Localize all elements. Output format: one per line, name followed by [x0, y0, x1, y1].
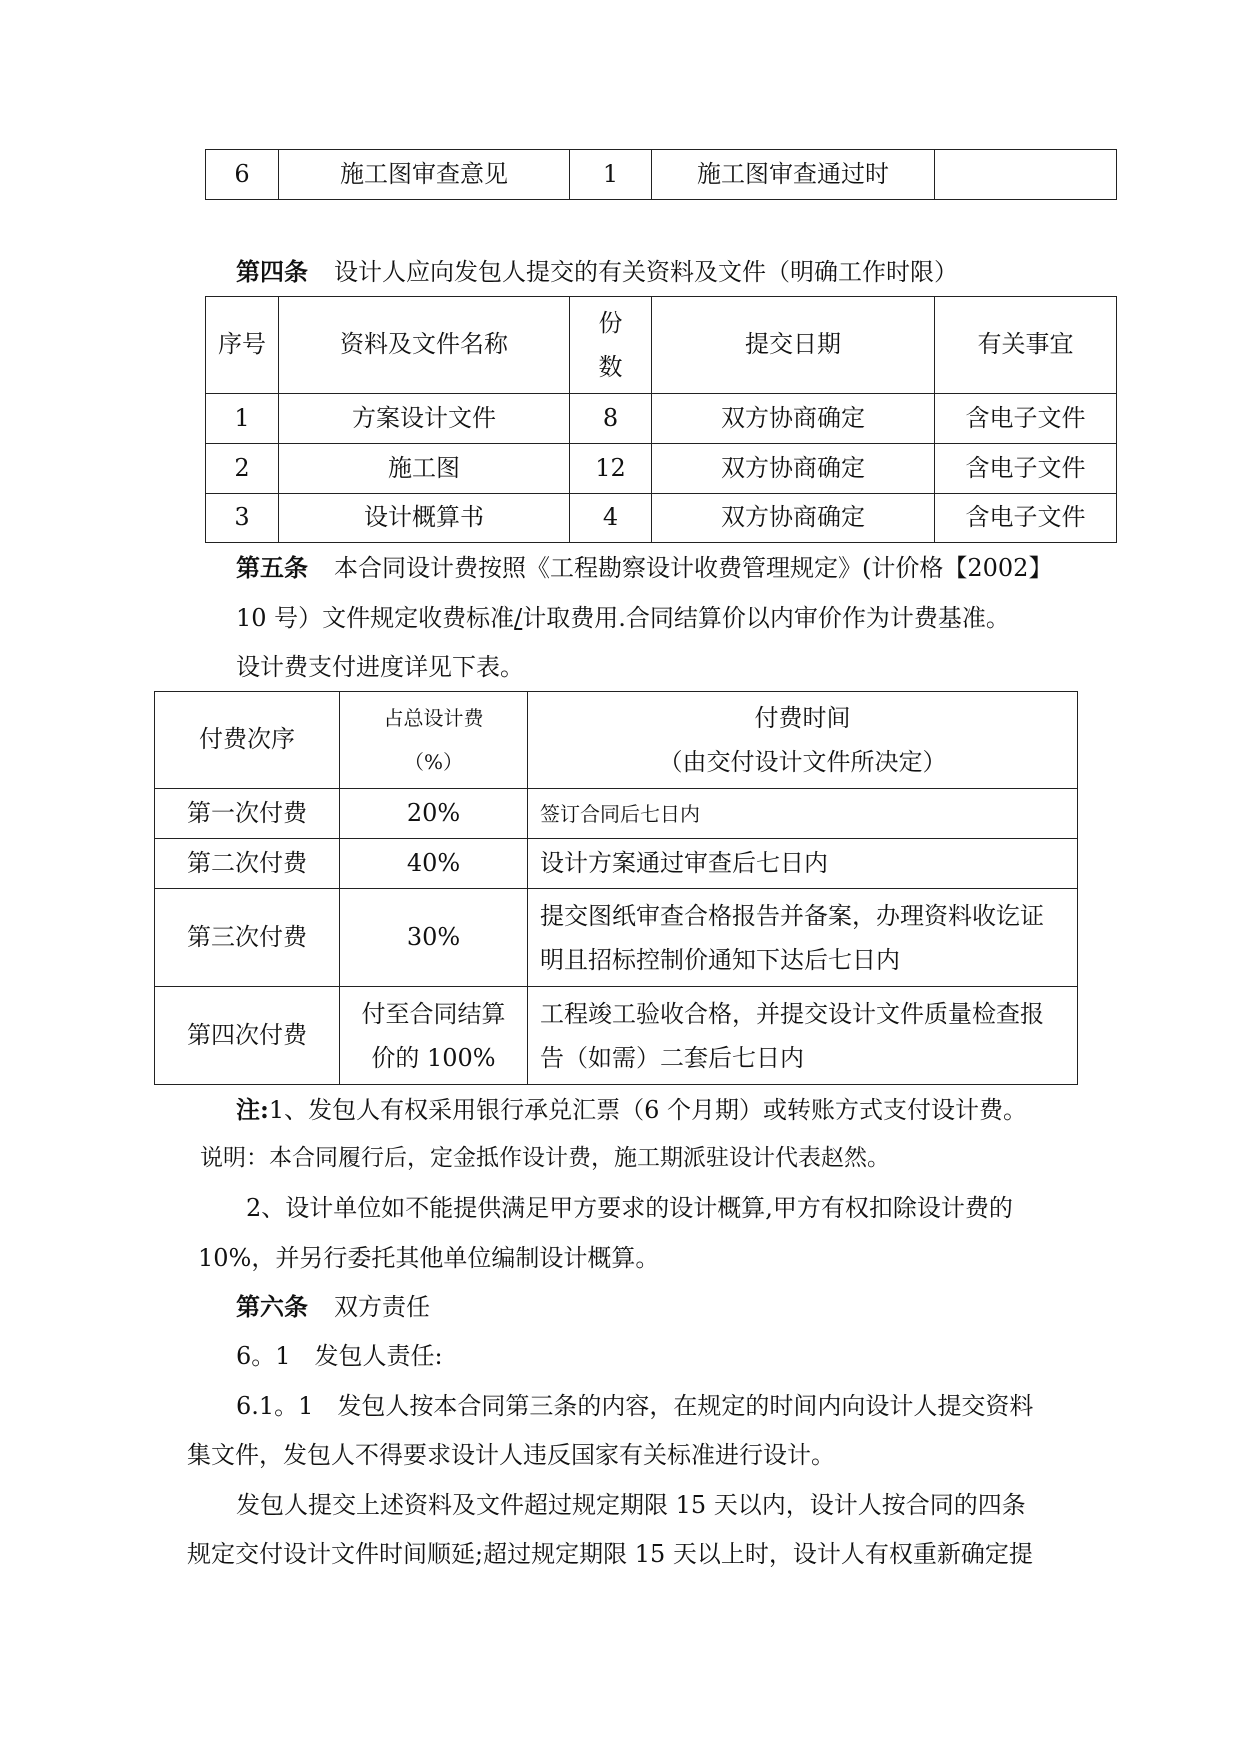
- cell-percent-line2: 价的 100%: [371, 1043, 496, 1072]
- article-5-line2-a: 10 号）文件规定收费标准: [236, 604, 515, 632]
- table-row: [206, 394, 1117, 444]
- section-6-1: 6。1 发包人责任:: [236, 1342, 443, 1370]
- cell-copies: 12: [570, 444, 652, 494]
- header-time-line1: 付费时间: [754, 704, 851, 732]
- article-5-line3: 设计费支付进度详见下表。: [236, 653, 524, 681]
- table-header-row: [206, 297, 1117, 394]
- table-row: [155, 889, 1078, 987]
- cell-seq: 6: [206, 150, 279, 200]
- paragraph-line1: 发包人提交上述资料及文件超过规定期限 15 天以内，设计人按合同的四条: [236, 1491, 1026, 1519]
- cell-time-line2: 告（如需）二套后七日内: [540, 1043, 804, 1072]
- header-matters: 有关事宜: [935, 297, 1117, 394]
- cell-seq: 2: [206, 444, 279, 494]
- header-time-line2: （由交付设计文件所决定）: [658, 748, 947, 776]
- header-time: [528, 692, 1078, 789]
- cell-name: 施工图审查意见: [279, 150, 570, 200]
- cell-matters: 含电子文件: [935, 394, 1117, 444]
- header-percent-line1: 占总设计费: [383, 706, 484, 730]
- cell-name: 方案设计文件: [279, 394, 570, 444]
- cell-order: 第一次付费: [155, 789, 340, 839]
- note-explanation: 说明：本合同履行后，定金抵作设计费，施工期派驻设计代表赵然。: [200, 1145, 890, 1171]
- section-6-1-1-line1: 6.1。1 发包人按本合同第三条的内容，在规定的时间内向设计人提交资料: [236, 1392, 1034, 1420]
- article-4-text: 设计人应向发包人提交的有关资料及文件（明确工作时限）: [334, 258, 958, 286]
- cell-date: 双方协商确定: [652, 444, 935, 494]
- cell-percent: [340, 987, 528, 1085]
- header-copies-line2: 数: [598, 353, 623, 381]
- cell-order: 第四次付费: [155, 987, 340, 1085]
- cell-percent: 30%: [340, 889, 528, 987]
- cell-name: 设计概算书: [279, 494, 570, 543]
- note-label: 注:: [236, 1095, 269, 1124]
- article-5-line1: [236, 554, 1052, 583]
- header-copies: [570, 297, 652, 394]
- header-percent: [340, 692, 528, 789]
- header-date: 提交日期: [652, 297, 935, 394]
- cell-seq: 3: [206, 494, 279, 543]
- cell-time: 设计方案通过审查后七日内: [528, 839, 1078, 889]
- cell-time-line2: 明且招标控制价通知下达后七日内: [540, 945, 900, 974]
- header-percent-line2: （%）: [403, 750, 463, 774]
- article-5-text: 本合同设计费按照《工程勘察设计收费管理规定》(计价格【2002】: [334, 554, 1053, 582]
- cell-matters: 含电子文件: [935, 444, 1117, 494]
- cell-date: 双方协商确定: [652, 394, 935, 444]
- cell-seq: 1: [206, 394, 279, 444]
- table-payment-schedule: [154, 691, 1078, 1085]
- table-row: [155, 839, 1078, 889]
- cell-time-line1: 提交图纸审查合格报告并备案，办理资料收讫证: [540, 901, 1044, 930]
- cell-time: [528, 987, 1078, 1085]
- table-row: [206, 150, 1117, 200]
- table-submitted-documents: [205, 296, 1117, 543]
- cell-copies: 8: [570, 394, 652, 444]
- cell-order: 第二次付费: [155, 839, 340, 889]
- table-row: [155, 987, 1078, 1085]
- cell-date: 双方协商确定: [652, 494, 935, 543]
- header-seq: 序号: [206, 297, 279, 394]
- table-row: [155, 789, 1078, 839]
- article-5-line2: [236, 604, 1010, 633]
- header-order: 付费次序: [155, 692, 340, 789]
- cell-time: 签订合同后七日内: [528, 789, 1078, 839]
- article-6-heading: [236, 1293, 430, 1322]
- article-6-text: 双方责任: [334, 1293, 430, 1321]
- table-continuation: [205, 149, 1117, 200]
- cell-percent: 40%: [340, 839, 528, 889]
- article-6-title: 第六条: [236, 1292, 308, 1321]
- note-text-1: 1、发包人有权采用银行承兑汇票（6 个月期）或转账方式支付设计费。: [268, 1096, 1028, 1124]
- cell-date: 施工图审查通过时: [652, 150, 935, 200]
- cell-percent-line1: 付至合同结算: [361, 999, 506, 1028]
- cell-order: 第三次付费: [155, 889, 340, 987]
- cell-copies: 1: [570, 150, 652, 200]
- note-line2: 2、设计单位如不能提供满足甲方要求的设计概算,甲方有权扣除设计费的: [246, 1194, 1013, 1222]
- article-4-title: 第四条: [236, 257, 308, 286]
- header-name: 资料及文件名称: [279, 297, 570, 394]
- table-header-row: [155, 692, 1078, 789]
- table-row: [206, 444, 1117, 494]
- table-row: [206, 494, 1117, 543]
- cell-matters: 含电子文件: [935, 494, 1117, 543]
- note-line1: [236, 1096, 1027, 1125]
- section-6-1-1-line2: 集文件，发包人不得要求设计人违反国家有关标准进行设计。: [187, 1441, 835, 1469]
- article-5-line2-b: /: [514, 604, 523, 632]
- cell-copies: 4: [570, 494, 652, 543]
- header-copies-line1: 份: [598, 309, 623, 337]
- article-4-heading: [236, 258, 958, 287]
- paragraph-line2: 规定交付设计文件时间顺延;超过规定期限 15 天以上时，设计人有权重新确定提: [187, 1540, 1033, 1568]
- cell-time: [528, 889, 1078, 987]
- cell-percent: 20%: [340, 789, 528, 839]
- article-5-title: 第五条: [236, 553, 308, 582]
- note-line3: 10%，并另行委托其他单位编制设计概算。: [198, 1244, 660, 1272]
- article-5-line2-c: 计取费用.合同结算价以内审价作为计费基准。: [522, 604, 1010, 632]
- cell-time-line1: 工程竣工验收合格，并提交设计文件质量检查报: [540, 999, 1044, 1028]
- cell-name: 施工图: [279, 444, 570, 494]
- cell-matters: [935, 150, 1117, 200]
